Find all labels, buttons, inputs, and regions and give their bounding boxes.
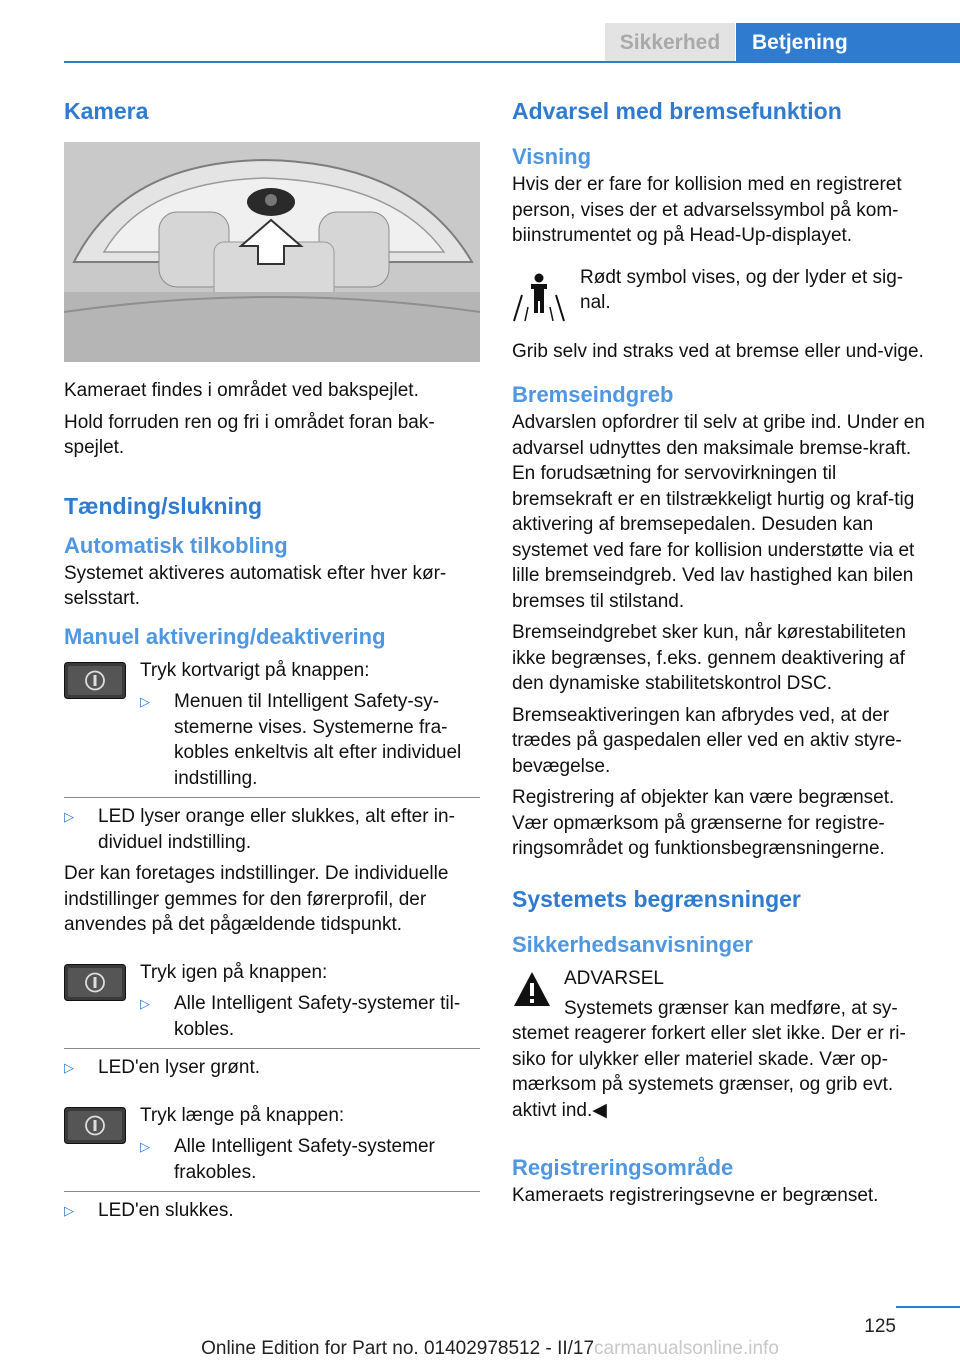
header-rule — [64, 61, 960, 63]
pedestrian-warning-icon — [512, 267, 566, 323]
display-paragraph: Hvis der er fare for kollision med en registreret person, vises der et advarselssymbol på kom-biinstrumentet og på Head-Up-displayet. — [512, 174, 902, 246]
range-heading: Registreringsområde — [512, 1155, 734, 1180]
right-column — [512, 96, 928, 1209]
brake-paragraph-1: Advarslen opfordrer til selv at gribe ind. Under en advarsel udnyttes den maksimale bremse-kraft. En forudsætning for servovirkningen til bremsekraft er en tilstrækkeligt hurtig og kraf-tig aktivering af bremsepedalen. Desuden kan systemet ved fare for kollision understøtte via et lille bremseindgreb. Ved lav hastighed kan bilen bremses til stilstand. — [512, 412, 925, 612]
warning-heading: Advarsel med bremsefunktion — [512, 98, 842, 124]
limits-heading: Systemets begrænsninger — [512, 885, 801, 912]
triangle-bullet-icon: ▷ — [140, 1139, 150, 1154]
edition-footer — [0, 1338, 960, 1360]
advarsel-text: Systemets grænser kan medføre, at sy-stemet reagerer forkert eller slet ikke. Der er ri-siko for ulykker eller materiel skade. Vær op-mærksom på systemets grænser, og grib evt. aktivt ind.◀ — [512, 997, 906, 1121]
divider — [64, 1191, 480, 1192]
manual-heading: Manuel aktivering/deaktivering — [64, 623, 386, 649]
page-number: 125 — [864, 1316, 896, 1337]
step-long-press — [64, 1103, 480, 1186]
brake-paragraph-4: Registrering af objekter kan være begrænset. Vær opmærksom på grænserne for registre-ringsområdet og funktionsbegrænsningerne. — [512, 787, 895, 859]
brake-paragraph-3: Bremseaktiveringen kan afbrydes ved, at der trædes på gaspedalen eller ved en aktiv styre-bevægelse. — [512, 704, 902, 777]
left-column — [64, 96, 480, 1224]
auto-paragraph: Systemet aktiveres automatisk efter hver kør-selsstart. — [64, 562, 447, 609]
step1-text: Tryk kortvarigt på knappen: — [140, 659, 370, 681]
display-heading: Visning — [512, 144, 592, 169]
watermark-text: carmanualsonline.info — [594, 1338, 779, 1359]
camera-heading: Kamera — [64, 98, 149, 124]
list-item: ▷ LED lyser orange eller slukkes, alt efter in-dividuel indstilling. — [64, 804, 480, 855]
camera-paragraph-1: Kameraet findes i området ved bakspejlet. — [64, 380, 419, 401]
list-item: ▷ LED'en slukkes. — [64, 1198, 480, 1224]
triangle-bullet-icon: ▷ — [140, 996, 150, 1011]
car-interior-illustration — [64, 142, 480, 362]
warning-triangle-icon — [512, 970, 552, 1010]
pedestrian-symbol-row — [512, 265, 928, 323]
page-header — [0, 0, 960, 62]
edition-text: Online Edition for Part no. 01402978512 - II/17 — [201, 1338, 595, 1359]
range-paragraph: Kameraets registreringsevne er begrænset. — [512, 1185, 879, 1206]
tab-sikkerhed[interactable]: Sikkerhed — [605, 23, 735, 62]
list-item: ▷ Alle Intelligent Safety-systemer frakobles. — [140, 1134, 480, 1185]
advarsel-label: ADVARSEL — [564, 967, 664, 989]
react-paragraph: Grib selv ind straks ved at bremse eller und-vige. — [512, 340, 924, 362]
brake-heading: Bremseindgreb — [512, 382, 674, 407]
step-press-again — [64, 960, 480, 1043]
divider — [64, 797, 480, 798]
camera-paragraph-2: Hold forruden ren og fri i området foran bak-spejlet. — [64, 411, 435, 458]
step2-text: Tryk igen på knappen: — [140, 961, 328, 983]
step3-text: Tryk længe på knappen: — [140, 1104, 345, 1126]
triangle-bullet-icon: ▷ — [64, 1060, 74, 1075]
symbol-text: Rødt symbol vises, og der lyder et sig-nal. — [580, 266, 904, 313]
triangle-bullet-icon: ▷ — [140, 694, 150, 709]
tab-betjening[interactable]: Betjening — [736, 23, 960, 62]
list-item: ▷ LED'en lyser grønt. — [64, 1055, 480, 1081]
triangle-bullet-icon: ▷ — [64, 809, 74, 824]
onoff-heading: Tænding/slukning — [64, 492, 263, 519]
divider — [64, 1048, 480, 1049]
list-item: ▷ Alle Intelligent Safety-systemer til-kobles. — [140, 991, 480, 1042]
triangle-bullet-icon: ▷ — [64, 1203, 74, 1218]
safety-button-icon — [64, 964, 126, 1001]
list-item: ▷ Menuen til Intelligent Safety-sy-stemerne vises. Systemerne fra-kobles enkeltvis alt efter individuel indstilling. — [140, 689, 480, 791]
step-short-press — [64, 658, 480, 792]
auto-heading: Automatisk tilkobling — [64, 532, 288, 558]
camera-location-image — [64, 142, 480, 362]
footer-rule — [896, 1306, 960, 1308]
brake-paragraph-2: Bremseindgrebet sker kun, når kørestabiliteten ikke begrænses, f.eks. gennem deaktivering af den dynamiske stabilitetskontrol DSC. — [512, 622, 906, 694]
safety-button-icon — [64, 1107, 126, 1144]
safety-button-icon — [64, 662, 126, 699]
safety-heading: Sikkerhedsanvisninger — [512, 931, 753, 957]
settings-paragraph: Der kan foretages indstillinger. De individuelle indstillinger gemmes for den førerprofil, der anvendes på det pågældende tidspunkt. — [64, 863, 449, 935]
